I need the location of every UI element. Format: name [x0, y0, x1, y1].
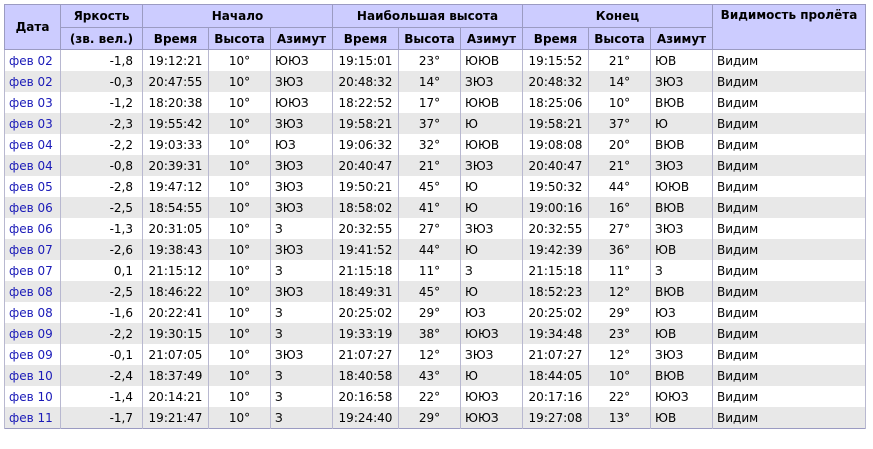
pass-date-link[interactable]: фев 02: [9, 53, 53, 68]
start-time-cell: 19:03:33: [143, 134, 209, 155]
max-azimuth-cell: ЮЮВ: [461, 92, 523, 113]
table-row: [5, 386, 866, 407]
max-altitude-cell: 44°: [399, 239, 461, 260]
max-altitude-cell: 41°: [399, 197, 461, 218]
table-row: [5, 134, 866, 155]
end-azimuth-cell: ВЮВ: [651, 281, 713, 302]
max-altitude-cell: 14°: [399, 71, 461, 92]
start-altitude-cell: 10°: [209, 113, 271, 134]
start-azimuth-cell: ЗЮЗ: [271, 197, 333, 218]
date-cell: [5, 365, 61, 386]
pass-date-link[interactable]: фев 09: [9, 347, 53, 362]
max-azimuth-cell: ЮЮВ: [461, 50, 523, 72]
start-azimuth-cell: ЗЮЗ: [271, 344, 333, 365]
date-cell: [5, 50, 61, 72]
end-azimuth-cell: ЮЗ: [651, 302, 713, 323]
end-azimuth-cell: ЮВ: [651, 407, 713, 429]
pass-date-link[interactable]: фев 04: [9, 137, 53, 152]
start-time-cell: 20:22:41: [143, 302, 209, 323]
start-time-cell: 19:21:47: [143, 407, 209, 429]
pass-date-link[interactable]: фев 03: [9, 95, 53, 110]
max-altitude-cell: 27°: [399, 218, 461, 239]
date-cell: [5, 239, 61, 260]
start-azimuth-cell: ЗЮЗ: [271, 71, 333, 92]
start-altitude-cell: 10°: [209, 71, 271, 92]
max-azimuth-cell: ЮЮЗ: [461, 386, 523, 407]
end-azimuth-cell: ЗЮЗ: [651, 155, 713, 176]
start-altitude-cell: 10°: [209, 155, 271, 176]
start-time-cell: 19:38:43: [143, 239, 209, 260]
magnitude-cell: -1,6: [61, 302, 143, 323]
max-time-cell: 20:40:47: [333, 155, 399, 176]
header-max-time: Время: [333, 28, 399, 50]
date-cell: [5, 323, 61, 344]
pass-date-link[interactable]: фев 10: [9, 389, 53, 404]
start-time-cell: 18:20:38: [143, 92, 209, 113]
visibility-cell: Видим: [713, 50, 866, 72]
max-azimuth-cell: ЗЮЗ: [461, 344, 523, 365]
max-time-cell: 19:06:32: [333, 134, 399, 155]
end-time-cell: 19:58:21: [523, 113, 589, 134]
end-time-cell: 18:44:05: [523, 365, 589, 386]
start-altitude-cell: 10°: [209, 197, 271, 218]
table-row: [5, 113, 866, 134]
end-time-cell: 19:00:16: [523, 197, 589, 218]
table-row: [5, 407, 866, 429]
end-time-cell: 21:07:27: [523, 344, 589, 365]
visibility-cell: Видим: [713, 155, 866, 176]
magnitude-cell: -2,3: [61, 113, 143, 134]
start-azimuth-cell: ЗЮЗ: [271, 176, 333, 197]
max-altitude-cell: 37°: [399, 113, 461, 134]
end-azimuth-cell: З: [651, 260, 713, 281]
start-time-cell: 20:14:21: [143, 386, 209, 407]
start-altitude-cell: 10°: [209, 92, 271, 113]
max-azimuth-cell: Ю: [461, 113, 523, 134]
end-azimuth-cell: ЮВ: [651, 50, 713, 72]
max-altitude-cell: 11°: [399, 260, 461, 281]
max-time-cell: 19:41:52: [333, 239, 399, 260]
max-azimuth-cell: Ю: [461, 176, 523, 197]
table-row: [5, 260, 866, 281]
start-time-cell: 19:12:21: [143, 50, 209, 72]
start-time-cell: 20:31:05: [143, 218, 209, 239]
max-altitude-cell: 22°: [399, 386, 461, 407]
table-row: [5, 218, 866, 239]
pass-date-link[interactable]: фев 07: [9, 242, 53, 257]
max-azimuth-cell: Ю: [461, 197, 523, 218]
max-time-cell: 20:25:02: [333, 302, 399, 323]
max-azimuth-cell: З: [461, 260, 523, 281]
date-cell: [5, 407, 61, 429]
magnitude-cell: -2,8: [61, 176, 143, 197]
visibility-cell: Видим: [713, 71, 866, 92]
end-time-cell: 19:15:52: [523, 50, 589, 72]
table-row: [5, 155, 866, 176]
end-azimuth-cell: ЮЮВ: [651, 176, 713, 197]
start-time-cell: 18:54:55: [143, 197, 209, 218]
date-cell: [5, 71, 61, 92]
max-altitude-cell: 45°: [399, 176, 461, 197]
end-time-cell: 18:52:23: [523, 281, 589, 302]
header-end: Конец: [523, 5, 713, 28]
max-time-cell: 20:32:55: [333, 218, 399, 239]
max-altitude-cell: 29°: [399, 302, 461, 323]
start-azimuth-cell: ЮЗ: [271, 134, 333, 155]
max-time-cell: 21:15:18: [333, 260, 399, 281]
start-altitude-cell: 10°: [209, 386, 271, 407]
start-altitude-cell: 10°: [209, 407, 271, 429]
visibility-cell: Видим: [713, 176, 866, 197]
end-azimuth-cell: ВЮВ: [651, 197, 713, 218]
magnitude-cell: -2,2: [61, 323, 143, 344]
end-time-cell: 20:48:32: [523, 71, 589, 92]
magnitude-cell: -2,5: [61, 281, 143, 302]
magnitude-cell: -1,8: [61, 50, 143, 72]
start-time-cell: 19:30:15: [143, 323, 209, 344]
date-cell: [5, 218, 61, 239]
pass-date-link[interactable]: фев 07: [9, 263, 53, 278]
passes-table-container: [4, 4, 866, 429]
passes-table-body: [5, 50, 866, 429]
max-time-cell: 18:40:58: [333, 365, 399, 386]
max-altitude-cell: 29°: [399, 407, 461, 429]
start-azimuth-cell: З: [271, 323, 333, 344]
end-altitude-cell: 14°: [589, 71, 651, 92]
table-row: [5, 176, 866, 197]
start-azimuth-cell: З: [271, 218, 333, 239]
date-cell: [5, 113, 61, 134]
end-altitude-cell: 12°: [589, 281, 651, 302]
end-time-cell: 20:40:47: [523, 155, 589, 176]
start-azimuth-cell: ЗЮЗ: [271, 239, 333, 260]
pass-date-link[interactable]: фев 02: [9, 74, 53, 89]
date-cell: [5, 176, 61, 197]
table-row: [5, 92, 866, 113]
end-time-cell: 21:15:18: [523, 260, 589, 281]
max-altitude-cell: 17°: [399, 92, 461, 113]
magnitude-cell: 0,1: [61, 260, 143, 281]
end-altitude-cell: 36°: [589, 239, 651, 260]
table-row: [5, 365, 866, 386]
date-cell: [5, 92, 61, 113]
start-altitude-cell: 10°: [209, 134, 271, 155]
end-altitude-cell: 10°: [589, 365, 651, 386]
max-azimuth-cell: ЗЮЗ: [461, 71, 523, 92]
start-time-cell: 19:47:12: [143, 176, 209, 197]
end-azimuth-cell: ЮВ: [651, 323, 713, 344]
end-altitude-cell: 12°: [589, 344, 651, 365]
end-azimuth-cell: ВЮВ: [651, 365, 713, 386]
visibility-cell: Видим: [713, 239, 866, 260]
end-altitude-cell: 23°: [589, 323, 651, 344]
date-cell: [5, 260, 61, 281]
start-azimuth-cell: З: [271, 365, 333, 386]
magnitude-cell: -1,7: [61, 407, 143, 429]
header-max-azimuth: Азимут: [461, 28, 523, 50]
max-time-cell: 19:15:01: [333, 50, 399, 72]
pass-date-link[interactable]: фев 09: [9, 326, 53, 341]
max-altitude-cell: 12°: [399, 344, 461, 365]
pass-date-link[interactable]: фев 05: [9, 179, 53, 194]
start-altitude-cell: 10°: [209, 302, 271, 323]
table-row: [5, 302, 866, 323]
passes-table: [4, 4, 866, 429]
pass-date-link[interactable]: фев 06: [9, 200, 53, 215]
header-start-time: Время: [143, 28, 209, 50]
visibility-cell: Видим: [713, 260, 866, 281]
magnitude-cell: -2,2: [61, 134, 143, 155]
header-magnitude-units: (зв. вел.): [61, 28, 143, 50]
end-time-cell: 19:42:39: [523, 239, 589, 260]
start-azimuth-cell: ЮЮЗ: [271, 50, 333, 72]
visibility-cell: Видим: [713, 113, 866, 134]
end-azimuth-cell: ЮЮЗ: [651, 386, 713, 407]
max-altitude-cell: 21°: [399, 155, 461, 176]
table-row: [5, 239, 866, 260]
max-azimuth-cell: ЮЗ: [461, 302, 523, 323]
end-altitude-cell: 21°: [589, 155, 651, 176]
max-altitude-cell: 32°: [399, 134, 461, 155]
visibility-cell: Видим: [713, 344, 866, 365]
start-time-cell: 21:07:05: [143, 344, 209, 365]
end-azimuth-cell: ЗЮЗ: [651, 71, 713, 92]
end-altitude-cell: 22°: [589, 386, 651, 407]
end-altitude-cell: 20°: [589, 134, 651, 155]
start-time-cell: 20:47:55: [143, 71, 209, 92]
end-azimuth-cell: Ю: [651, 113, 713, 134]
header-start-azimuth: Азимут: [271, 28, 333, 50]
date-cell: [5, 344, 61, 365]
end-altitude-cell: 10°: [589, 92, 651, 113]
max-azimuth-cell: ЮЮЗ: [461, 407, 523, 429]
end-altitude-cell: 44°: [589, 176, 651, 197]
magnitude-cell: -1,3: [61, 218, 143, 239]
start-azimuth-cell: ЗЮЗ: [271, 155, 333, 176]
magnitude-cell: -1,2: [61, 92, 143, 113]
pass-date-link[interactable]: фев 11: [9, 410, 53, 425]
header-start-altitude: Высота: [209, 28, 271, 50]
end-altitude-cell: 21°: [589, 50, 651, 72]
end-time-cell: 20:17:16: [523, 386, 589, 407]
max-time-cell: 19:58:21: [333, 113, 399, 134]
end-time-cell: 19:50:32: [523, 176, 589, 197]
visibility-cell: Видим: [713, 386, 866, 407]
magnitude-cell: -0,1: [61, 344, 143, 365]
start-azimuth-cell: З: [271, 260, 333, 281]
start-altitude-cell: 10°: [209, 218, 271, 239]
end-time-cell: 20:32:55: [523, 218, 589, 239]
table-row: [5, 281, 866, 302]
max-time-cell: 20:16:58: [333, 386, 399, 407]
start-azimuth-cell: ЗЮЗ: [271, 281, 333, 302]
start-altitude-cell: 10°: [209, 323, 271, 344]
start-altitude-cell: 10°: [209, 344, 271, 365]
header-start: Начало: [143, 5, 333, 28]
end-altitude-cell: 13°: [589, 407, 651, 429]
max-azimuth-cell: ЗЮЗ: [461, 218, 523, 239]
max-time-cell: 18:58:02: [333, 197, 399, 218]
end-time-cell: 19:34:48: [523, 323, 589, 344]
start-azimuth-cell: ЮЮЗ: [271, 92, 333, 113]
visibility-cell: Видим: [713, 92, 866, 113]
table-row: [5, 197, 866, 218]
date-cell: [5, 302, 61, 323]
visibility-cell: Видим: [713, 281, 866, 302]
header-end-azimuth: Азимут: [651, 28, 713, 50]
max-azimuth-cell: Ю: [461, 365, 523, 386]
visibility-cell: Видим: [713, 323, 866, 344]
start-altitude-cell: 10°: [209, 239, 271, 260]
end-time-cell: 19:08:08: [523, 134, 589, 155]
max-altitude-cell: 23°: [399, 50, 461, 72]
pass-date-link[interactable]: фев 08: [9, 284, 53, 299]
header-date: Дата: [5, 5, 61, 50]
magnitude-cell: -2,6: [61, 239, 143, 260]
max-azimuth-cell: Ю: [461, 239, 523, 260]
max-azimuth-cell: ЮЮЗ: [461, 323, 523, 344]
max-altitude-cell: 38°: [399, 323, 461, 344]
visibility-cell: Видим: [713, 134, 866, 155]
date-cell: [5, 155, 61, 176]
table-row: [5, 323, 866, 344]
table-row: [5, 344, 866, 365]
max-time-cell: 19:33:19: [333, 323, 399, 344]
start-time-cell: 19:55:42: [143, 113, 209, 134]
visibility-cell: Видим: [713, 197, 866, 218]
header-magnitude: Яркость: [61, 5, 143, 28]
start-azimuth-cell: З: [271, 407, 333, 429]
start-time-cell: 18:37:49: [143, 365, 209, 386]
start-altitude-cell: 10°: [209, 50, 271, 72]
end-azimuth-cell: ВЮВ: [651, 92, 713, 113]
pass-date-link[interactable]: фев 04: [9, 158, 53, 173]
max-time-cell: 18:49:31: [333, 281, 399, 302]
end-altitude-cell: 37°: [589, 113, 651, 134]
date-cell: [5, 386, 61, 407]
date-cell: [5, 134, 61, 155]
end-time-cell: 20:25:02: [523, 302, 589, 323]
start-altitude-cell: 10°: [209, 365, 271, 386]
start-azimuth-cell: З: [271, 302, 333, 323]
pass-date-link[interactable]: фев 06: [9, 221, 53, 236]
end-altitude-cell: 27°: [589, 218, 651, 239]
max-altitude-cell: 43°: [399, 365, 461, 386]
magnitude-cell: -2,5: [61, 197, 143, 218]
start-altitude-cell: 10°: [209, 260, 271, 281]
end-azimuth-cell: ЮВ: [651, 239, 713, 260]
magnitude-cell: -0,8: [61, 155, 143, 176]
end-time-cell: 19:27:08: [523, 407, 589, 429]
start-azimuth-cell: ЗЮЗ: [271, 113, 333, 134]
start-time-cell: 21:15:12: [143, 260, 209, 281]
end-altitude-cell: 29°: [589, 302, 651, 323]
visibility-cell: Видим: [713, 365, 866, 386]
visibility-cell: Видим: [713, 302, 866, 323]
start-time-cell: 20:39:31: [143, 155, 209, 176]
header-end-altitude: Высота: [589, 28, 651, 50]
end-altitude-cell: 11°: [589, 260, 651, 281]
header-max-altitude-value: Высота: [399, 28, 461, 50]
header-max-altitude: Наибольшая высота: [333, 5, 523, 28]
max-time-cell: 19:24:40: [333, 407, 399, 429]
max-time-cell: 20:48:32: [333, 71, 399, 92]
start-time-cell: 18:46:22: [143, 281, 209, 302]
visibility-cell: Видим: [713, 218, 866, 239]
pass-date-link[interactable]: фев 08: [9, 305, 53, 320]
pass-date-link[interactable]: фев 03: [9, 116, 53, 131]
visibility-cell: Видим: [713, 407, 866, 429]
max-azimuth-cell: ЗЮЗ: [461, 155, 523, 176]
end-altitude-cell: 16°: [589, 197, 651, 218]
start-azimuth-cell: З: [271, 386, 333, 407]
magnitude-cell: -0,3: [61, 71, 143, 92]
end-azimuth-cell: ЗЮЗ: [651, 344, 713, 365]
table-row: [5, 71, 866, 92]
max-azimuth-cell: ЮЮВ: [461, 134, 523, 155]
start-altitude-cell: 10°: [209, 176, 271, 197]
date-cell: [5, 281, 61, 302]
max-time-cell: 19:50:21: [333, 176, 399, 197]
magnitude-cell: -1,4: [61, 386, 143, 407]
date-cell: [5, 197, 61, 218]
magnitude-cell: -2,4: [61, 365, 143, 386]
table-row: [5, 50, 866, 72]
header-end-time: Время: [523, 28, 589, 50]
max-azimuth-cell: Ю: [461, 281, 523, 302]
start-altitude-cell: 10°: [209, 281, 271, 302]
end-azimuth-cell: ЗЮЗ: [651, 218, 713, 239]
max-altitude-cell: 45°: [399, 281, 461, 302]
pass-date-link[interactable]: фев 10: [9, 368, 53, 383]
max-time-cell: 21:07:27: [333, 344, 399, 365]
end-time-cell: 18:25:06: [523, 92, 589, 113]
end-azimuth-cell: ВЮВ: [651, 134, 713, 155]
max-time-cell: 18:22:52: [333, 92, 399, 113]
header-visibility: Видимость пролёта: [713, 5, 866, 50]
